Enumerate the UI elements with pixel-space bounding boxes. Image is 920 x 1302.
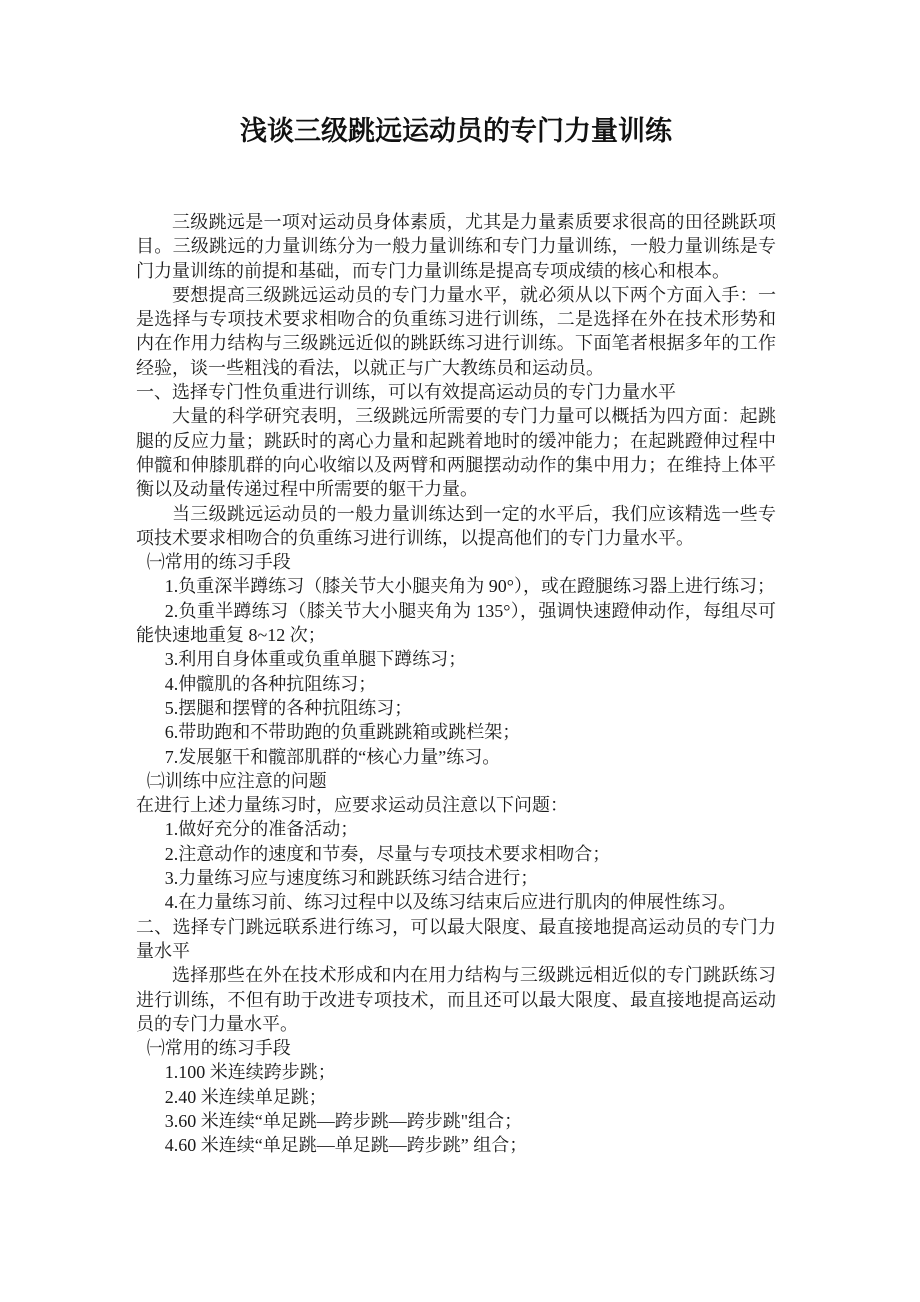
paragraph: 当三级跳远运动员的一般力量训练达到一定的水平后，我们应该精选一些专项技术要求相吻合的负重练习进行训练，以提高他们的专门力量水平。: [136, 503, 776, 548]
paragraph: 三级跳远是一项对运动员身体素质，尤其是力量素质要求很高的田径跳跃项目。三级跳远的力量训练分为一般力量训练和专门力量训练，一般力量训练是专门力量训练的前提和基础，而专门力量训练是提高专项成绩的核心和根本。: [136, 212, 776, 281]
list-item: 1.做好充分的准备活动；: [164, 819, 359, 840]
paragraph: 要想提高三级跳远运动员的专门力量水平，就必须从以下两个方面入手：一是选择与专项技术要求相吻合的负重练习进行训练，二是选择在外在技术形势和内在作用力结构与三级跳远近似的跳跃练习进行训练。下面笔者根据多年的工作经验，谈一些粗浅的看法，以就正与广大教练员和运动员。: [136, 284, 776, 378]
list-item: 3.60 米连续“单足跳—跨步跳—跨步跳"组合；: [164, 1110, 523, 1131]
subsection-label: ㈠常用的练习手段: [146, 1038, 291, 1059]
section-heading-1: 一、选择专门性负重进行训练，可以有效提高运动员的专门力量水平: [136, 382, 676, 403]
list-item: 6.带助跑和不带助跑的负重跳跳箱或跳栏架；: [164, 722, 521, 743]
list-item: 5.摆腿和摆臂的各种抗阻练习；: [164, 697, 413, 718]
list-item: 1.负重深半蹲练习（膝关节大小腿夹角为 90°），或在蹬腿练习器上进行练习；: [164, 576, 775, 597]
list-item: 3.利用自身体重或负重单腿下蹲练习；: [164, 649, 467, 670]
list-item: 2.负重半蹲练习（膝关节大小腿夹角为 135°），强调快速蹬伸动作，每组尽可能快速地重复 8~12 次；: [136, 600, 776, 646]
paragraph: 选择那些在外在技术形成和内在用力结构与三级跳远相近似的专门跳跃练习进行训练，不但有助于改进专项技术，而且还可以最大限度、最直接地提高运动员的专门力量水平。: [136, 965, 776, 1034]
document-title: 浅谈三级跳远运动员的专门力量训练: [240, 116, 672, 146]
document-content: [136, 114, 776, 1158]
list-item: 4.伸髋肌的各种抗阻练习；: [164, 673, 377, 694]
section-heading-2: 二、选择专门跳远联系进行练习，可以最大限度、最直接地提高运动员的专门力量水平: [136, 916, 776, 961]
subsection-label: ㈠常用的练习手段: [146, 552, 291, 573]
subsection-label: ㈡训练中应注意的问题: [146, 770, 327, 791]
list-item: 3.力量练习应与速度练习和跳跃练习结合进行；: [164, 868, 539, 889]
paragraph: 在进行上述力量练习时，应要求运动员注意以下问题：: [136, 795, 568, 816]
list-item: 1.100 米连续跨步跳；: [164, 1062, 336, 1083]
list-item: 2.注意动作的速度和节奏，尽量与专项技术要求相吻合；: [164, 843, 611, 864]
list-item: 4.在力量练习前、练习过程中以及练习结束后应进行肌肉的伸展性练习。: [164, 892, 737, 913]
list-item: 7.发展躯干和髋部肌群的“核心力量”练习。: [164, 746, 501, 767]
paragraph: 大量的科学研究表明，三级跳远所需要的专门力量可以概括为四方面：起跳腿的反应力量；跳跃时的离心力量和起跳着地时的缓冲能力；在起跳蹬伸过程中伸髋和伸膝肌群的向心收缩以及两臂和两腿摆动动作的集中用力；在维持上体平衡以及动量传递过程中所需要的躯干力量。: [136, 406, 776, 500]
list-item: 4.60 米连续“单足跳—单足跳—跨步跳” 组合；: [164, 1135, 528, 1156]
list-item: 2.40 米连续单足跳；: [164, 1086, 327, 1107]
